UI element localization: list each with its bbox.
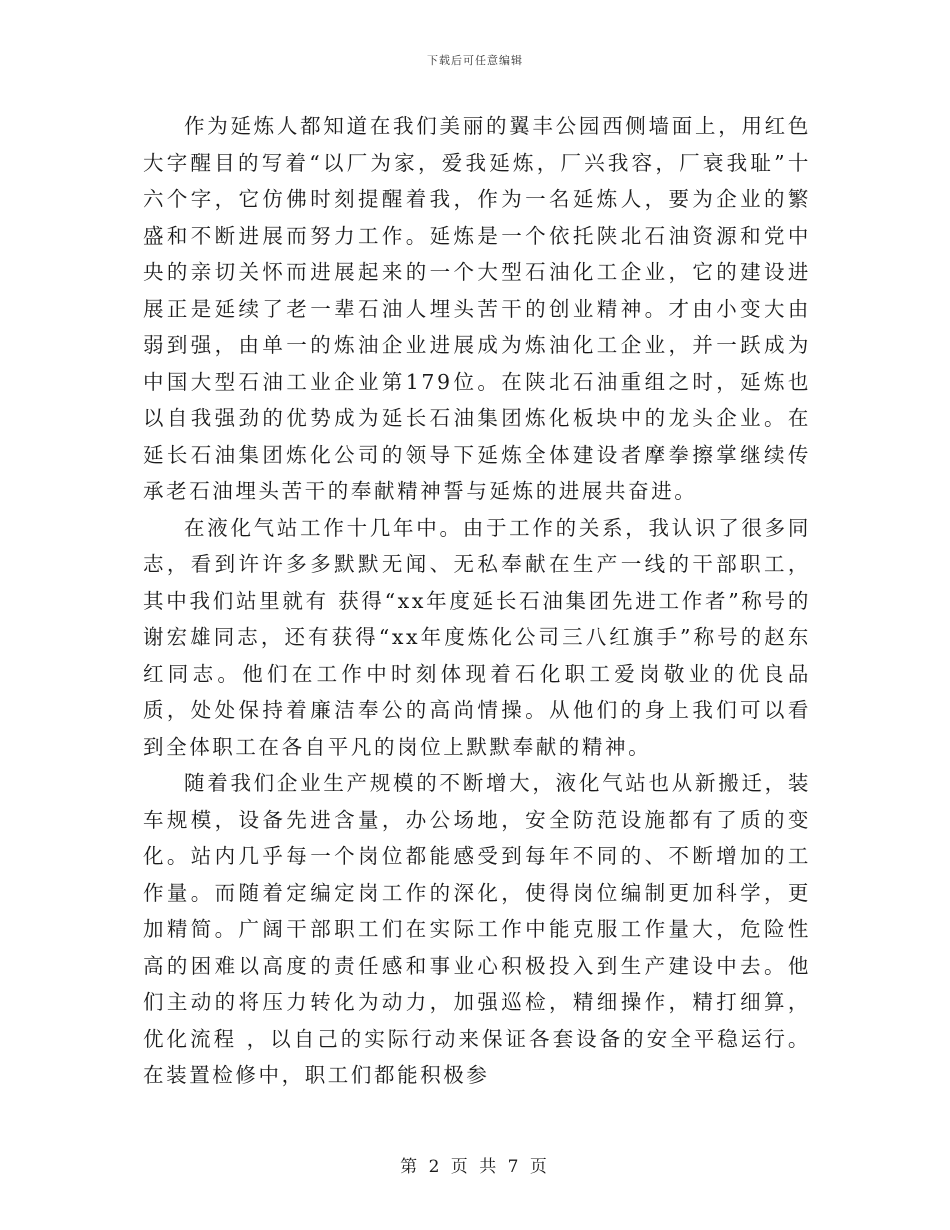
paragraph-2: 在液化气站工作十几年中。由于工作的关系，我认识了很多同志，看到许许多多默默无闻、无私奉献在生产一线的干部职工，其中我们站里就有 获得“xx年度延长石油集团先进工作者”称号的谢宏雄同志，还有获得“xx年度炼化公司三八红旗手”称号的赵东红同志。他们在工作中时刻体现着石化职工爱岗敬业的优良品质，处处保持着廉洁奉公的高尚情操。从他们的身上我们可以看到全体职工在各自平凡的岗位上默默奉献的精神。 <box>143 515 811 759</box>
page-footer: 第 2 页 共 7 页 <box>400 1157 550 1177</box>
document-body <box>143 108 811 1094</box>
paragraph-3: 随着我们企业生产规模的不断增大，液化气站也从新搬迁，装车规模，设备先进含量，办公场地，安全防范设施都有了质的变化。站内几乎每一个岗位都能感受到每年不同的、不断增加的工作量。而随着定编定岗工作的深化，使得岗位编制更加科学，更加精简。广阔干部职工们在实际工作中能克服工作量大，危险性高的困难以高度的责任感和事业心积极投入到生产建设中去。他们主动的将压力转化为动力，加强巡检，精细操作，精打细算，优化流程 ，以自己的实际行动来保证各套设备的安全平稳运行。在装置检修中，职工们都能积极参 <box>143 771 811 1087</box>
paragraph-1: 作为延炼人都知道在我们美丽的翼丰公园西侧墙面上，用红色大字醒目的写着“以厂为家，爱我延炼，厂兴我容，厂衰我耻”十六个字，它仿佛时刻提醒着我，作为一名延炼人，要为企业的繁盛和不断进展而努力工作。延炼是一个依托陕北石油资源和党中央的亲切关怀而进展起来的一个大型石油化工企业，它的建设进展正是延续了老一辈石油人埋头苦干的创业精神。才由小变大由弱到强，由单一的炼油企业进展成为炼油化工企业，并一跃成为中国大型石油工业企业第179位。在陕北石油重组之时，延炼也以自我强劲的优势成为延长石油集团炼化板块中的龙头企业。在延长石油集团炼化公司的领导下延炼全体建设者摩拳擦掌继续传承老石油埋头苦干的奉献精神誓与延炼的进展共奋进。 <box>143 114 811 503</box>
page-header: 下载后可任意编辑 <box>427 54 523 67</box>
